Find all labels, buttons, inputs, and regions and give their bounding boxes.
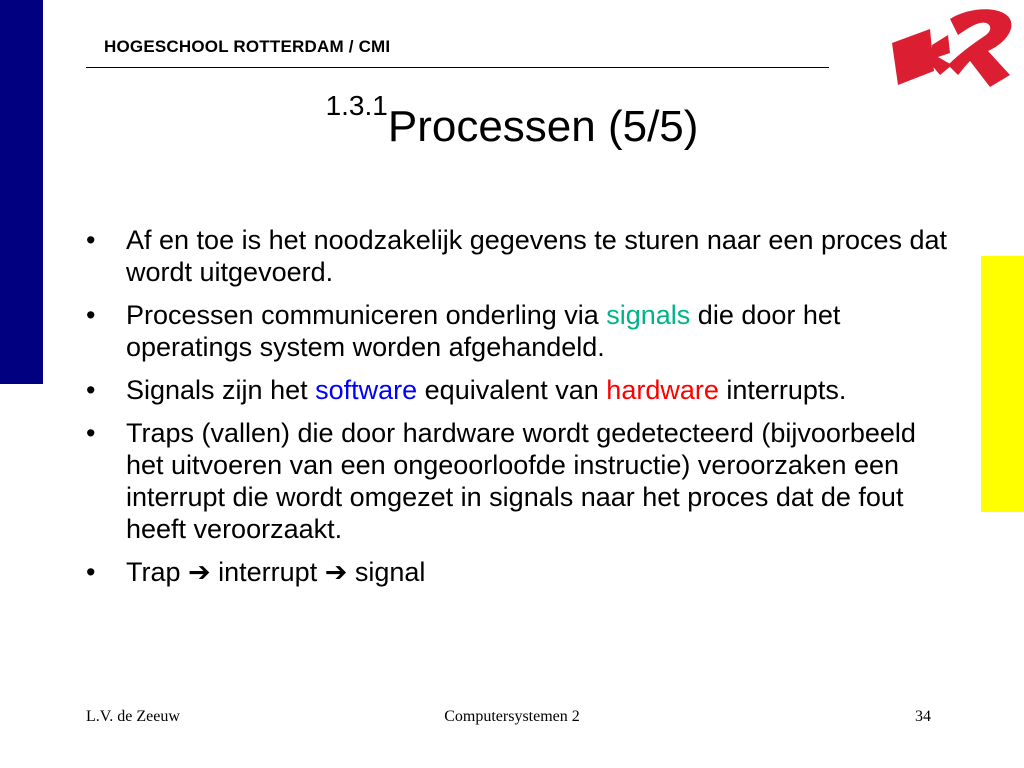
arrow-right-icon: ➔ — [324, 557, 348, 587]
header-institution: HOGESCHOOL ROTTERDAM / CMI — [104, 37, 391, 56]
header-divider — [86, 67, 829, 68]
bullet-text: equivalent van — [417, 375, 607, 405]
bullet-item — [86, 556, 956, 588]
bullet-text: interrupt — [210, 557, 325, 587]
bullet-item — [86, 299, 956, 363]
bullet-text: interrupts. — [718, 375, 847, 405]
bullet-text: Traps (vallen) die door hardware wordt gedetecteerd (bijvoorbeeld het uitvoeren van een ongeoorloofde instructie) veroorzaken een interrupt die wordt omgezet in signals naar het proces dat de fout heeft veroorzaakt. — [126, 418, 916, 544]
bullet-item — [86, 374, 956, 406]
left-accent-bar — [0, 0, 43, 384]
bullet-marker: • — [86, 225, 96, 255]
highlighted-term: hardware — [606, 375, 719, 405]
arrow-right-icon: ➔ — [188, 557, 211, 587]
bullet-item — [86, 417, 956, 545]
bullet-text: signal — [347, 557, 426, 587]
bullet-marker: • — [86, 375, 96, 405]
footer-author: L.V. de Zeeuw — [86, 708, 180, 725]
highlighted-term: signals — [606, 300, 691, 330]
title-section-number: 1.3.1 — [325, 90, 388, 121]
bullet-text: Trap — [126, 557, 189, 587]
footer-page-number: 34 — [915, 708, 931, 725]
bullet-list — [86, 224, 956, 599]
highlighted-term: software — [315, 375, 418, 405]
bullet-marker: • — [86, 418, 96, 448]
bullet-item — [86, 224, 956, 288]
title-text: Processen (5/5) — [387, 102, 699, 151]
bullet-text: die door het operatings system worden afgehandeld. — [126, 300, 841, 362]
bullet-text: Signals zijn het — [126, 375, 316, 405]
bullet-marker: • — [86, 300, 96, 330]
slide-title — [0, 90, 1024, 152]
hogeschool-rotterdam-logo — [890, 5, 1018, 101]
right-accent-bar — [981, 256, 1024, 512]
bullet-text: Processen communiceren onderling via — [126, 300, 607, 330]
footer-course: Computersystemen 2 — [444, 708, 580, 725]
bullet-text: Af en toe is het noodzakelijk gegevens te sturen naar een proces dat wordt uitgevoerd. — [126, 225, 948, 287]
bullet-marker: • — [86, 557, 96, 587]
